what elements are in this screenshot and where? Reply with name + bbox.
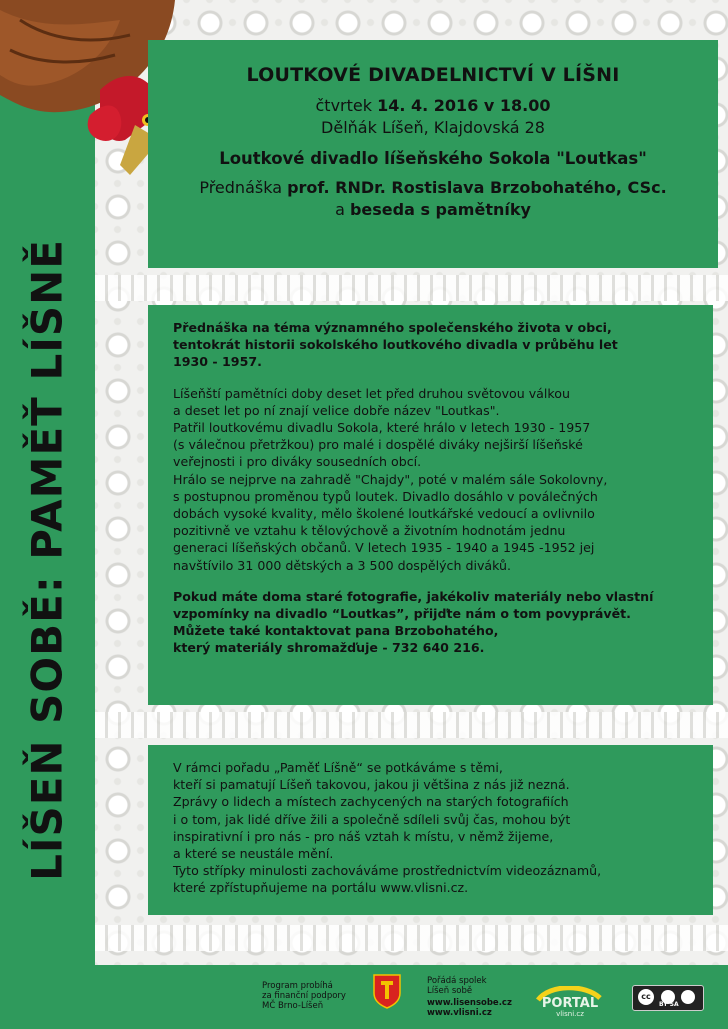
- portal-label: PORTAL: [541, 996, 599, 1011]
- event-title: LOUTKOVÉ DIVADELNICTVÍ V LÍŠNI: [246, 64, 620, 86]
- history-line: Patřil loutkovému divadlu Sokola, které hrálo v letech 1930 - 1957: [173, 420, 591, 436]
- coat-of-arms-icon: [372, 973, 402, 1009]
- intro-line: Přednáška na téma významného společenského života v obci,: [173, 320, 612, 335]
- history-line: navštívilo 31 000 dětských a 3 500 dospělých diváků.: [173, 557, 512, 573]
- series-line: Zprávy o lidech a místech zachycených na starých fotografiích: [173, 794, 569, 810]
- discussion-line: [148, 200, 718, 219]
- creative-commons-badge: [632, 985, 704, 1011]
- funding-line: MČ Brno-Líšeň: [262, 1001, 324, 1011]
- series-line: kteří si pamatují Líšeň takovou, jakou ji většina z nás již nezná.: [173, 777, 570, 793]
- discussion: beseda s pamětníky: [349, 200, 531, 219]
- series-title: LÍŠEŇ SOBĚ: PAMĚŤ LÍŠNĚ: [22, 239, 72, 881]
- lace-border-top: [95, 275, 728, 301]
- and-word: a: [335, 200, 350, 219]
- history-line: pozitivně ve vztahu k tělovýchově a životním hodnotám jednu: [173, 523, 566, 539]
- funding-line: za finanční podpory: [262, 991, 346, 1001]
- website-link-lisensobe[interactable]: www.lisensobe.cz: [427, 998, 512, 1008]
- intro-paragraph: [173, 319, 698, 371]
- organizer-note: [427, 976, 512, 1018]
- lace-border-middle: [95, 712, 728, 738]
- organizer-line: Pořádá spolek: [427, 976, 487, 986]
- history-line: dobách vysoké kvality, mělo školené loutkářské vedoucí a ovlivnilo: [173, 506, 595, 522]
- call-line: který materiály shromažďuje - 732 640 216.: [173, 640, 485, 656]
- series-line: a které se neustále mění.: [173, 846, 334, 862]
- license-label: BY SA: [659, 1001, 679, 1008]
- history-line: veřejnosti i pro diváky sousedních obcí.: [173, 454, 422, 470]
- info-panel: [148, 305, 713, 705]
- call-line: Můžete také kontaktovat pana Brzobohatého,: [173, 623, 499, 639]
- history-line: s postupnou proměnou typů loutek. Divadlo dosáhlo v poválečných: [173, 488, 598, 504]
- website-link-vlisni[interactable]: www.vlisni.cz: [427, 1008, 492, 1018]
- organizer-line: Líšeň sobě: [427, 986, 473, 996]
- lecturer-name: prof. RNDr. Rostislava Brzobohatého, CSc.: [287, 178, 667, 197]
- series-line: V rámci pořadu „Paměť Líšně“ se potkáváme s těmi,: [173, 760, 503, 775]
- portal-sub: vlisni.cz: [556, 1010, 584, 1018]
- footer: [0, 965, 728, 1029]
- call-line: vzpomínky na divadlo “Loutkas”, přijďte nám o tom povyprávět.: [173, 606, 631, 622]
- share-alike-icon: [681, 990, 695, 1004]
- history-line: Líšeňští pamětníci doby deset let před druhou světovou válkou: [173, 385, 570, 401]
- history-paragraph: [173, 385, 698, 574]
- cc-icon: cc: [638, 989, 654, 1005]
- history-line: (s válečnou přetržkou) pro malé i dospělé diváky nejširší líšeňské: [173, 437, 583, 453]
- event-place: Dělňák Líšeň, Klajdovská 28: [321, 118, 545, 137]
- series-line: inspirativní i pro nás - pro náš vztah k místu, v němž žijeme,: [173, 828, 554, 844]
- series-panel: [148, 745, 713, 915]
- intro-line: tentokrát historii sokolského loutkového divadla v průběhu let: [173, 337, 618, 353]
- intro-line: 1930 - 1957.: [173, 354, 262, 370]
- lecture-prefix: Přednáška: [199, 178, 288, 197]
- lecture-line: [148, 178, 718, 197]
- history-line: Hrálo se nejprve na zahradě "Chajdy", poté v malém sále Sokolovny,: [173, 471, 608, 487]
- series-line: i o tom, jak lidé dříve žili a společně sdíleli svůj čas, mohou být: [173, 811, 571, 827]
- history-line: a deset let po ní znají velice dobře název "Loutkas".: [173, 402, 500, 418]
- series-paragraph: [173, 759, 698, 897]
- history-line: generaci líšeňských občanů. V letech 1935 - 1940 a 1945 -1952 jej: [173, 540, 595, 556]
- lace-border-bottom: [95, 925, 728, 951]
- series-line: které zpřístupňujeme na portálu www.vlisni.cz.: [173, 880, 469, 896]
- event-day: čtvrtek: [315, 96, 378, 115]
- event-date-line: [148, 96, 718, 115]
- event-header: [148, 40, 718, 268]
- portal-logo: [530, 986, 610, 1018]
- event-subtitle: Loutkové divadlo líšeňského Sokola "Loutkas": [219, 149, 647, 168]
- funding-line: Program probíhá: [262, 981, 333, 991]
- event-date: 14. 4. 2016 v 18.00: [377, 96, 551, 115]
- series-line: Tyto střípky minulosti zachováváme prostřednictvím videozáznamů,: [173, 863, 602, 879]
- call-paragraph: [173, 588, 698, 657]
- funding-note: [262, 981, 346, 1011]
- call-line: Pokud máte doma staré fotografie, jakékoliv materiály nebo vlastní: [173, 588, 654, 604]
